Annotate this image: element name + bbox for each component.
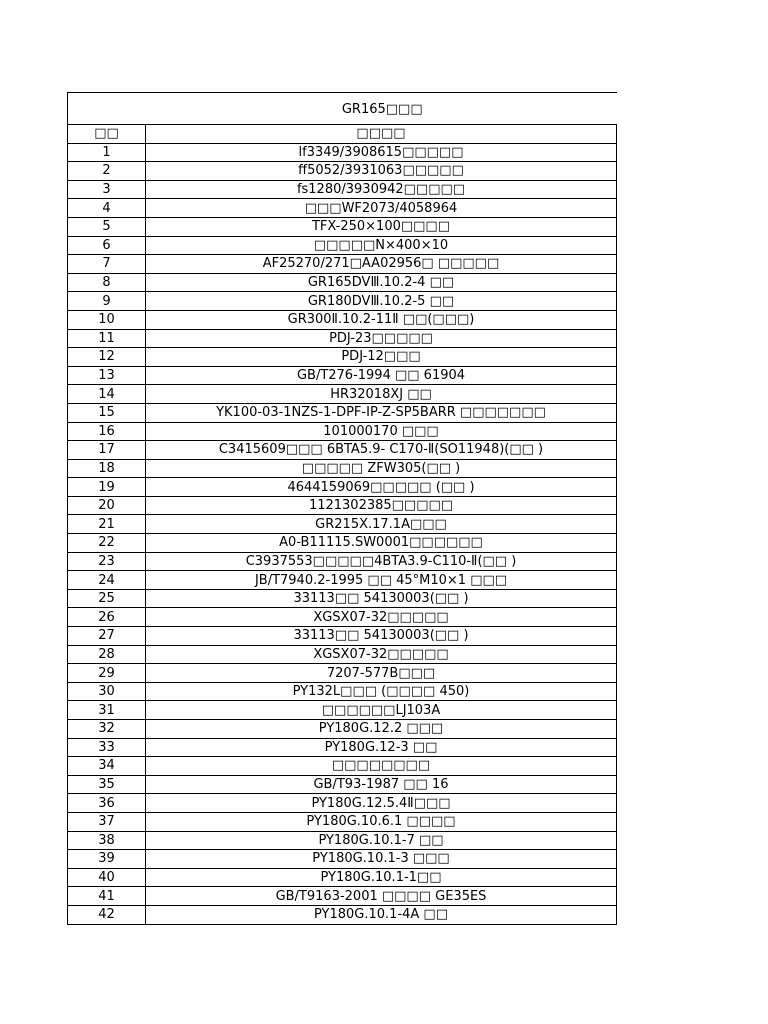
table-row [68,664,617,683]
table-row [68,627,617,646]
row-index-cell[interactable]: 12 [68,348,146,367]
row-name-cell[interactable]: □□□WF2073/4058964 [146,199,617,218]
row-name-cell[interactable]: PY180G.12.5.4Ⅱ□□□ [146,794,617,813]
row-index-cell[interactable]: 13 [68,366,146,385]
spreadsheet [67,92,617,925]
row-name-cell[interactable]: ff5052/3931063□□□□□ [146,162,617,181]
row-index-cell[interactable]: 15 [68,403,146,422]
row-index-cell[interactable]: 7 [68,255,146,274]
row-name-cell[interactable]: □□□□□□LJ103A [146,701,617,720]
row-name-cell[interactable]: JB/T7940.2-1995 □□ 45°M10×1 □□□ [146,571,617,590]
header-cell-name[interactable]: □□□□ [146,125,617,144]
table-row [68,441,617,460]
table-row [68,608,617,627]
table-row [68,162,617,181]
table-row [68,850,617,869]
parts-table [67,92,617,925]
table-row [68,180,617,199]
row-name-cell[interactable]: XGSX07-32□□□□□ [146,608,617,627]
row-name-cell[interactable]: XGSX07-32□□□□□ [146,645,617,664]
sheet-title-cell[interactable] [68,93,617,125]
row-index-cell[interactable]: 26 [68,608,146,627]
row-index-cell[interactable]: 42 [68,905,146,924]
row-name-cell[interactable]: 4644159069□□□□□ (□□ ) [146,478,617,497]
table-row [68,310,617,329]
row-index-cell[interactable]: 38 [68,831,146,850]
row-index-cell[interactable]: 17 [68,441,146,460]
row-index-cell[interactable]: 2 [68,162,146,181]
table-row [68,682,617,701]
row-name-cell[interactable]: 1121302385□□□□□ [146,496,617,515]
row-index-cell[interactable]: 21 [68,515,146,534]
table-row [68,292,617,311]
row-index-cell[interactable]: 14 [68,385,146,404]
row-index-cell[interactable]: 19 [68,478,146,497]
table-row [68,348,617,367]
table-row [68,255,617,274]
title-row [68,93,617,125]
table-row [68,236,617,255]
row-index-cell[interactable]: 10 [68,310,146,329]
row-index-cell[interactable]: 31 [68,701,146,720]
table-row [68,496,617,515]
table-row [68,868,617,887]
row-name-cell[interactable]: PY180G.10.1-7 □□ [146,831,617,850]
row-name-cell[interactable]: C3415609□□□ 6BTA5.9- C170-Ⅱ(SO11948)(□□ ) [146,441,617,460]
table-row [68,329,617,348]
sheet-title: GR165□□□ [341,102,423,117]
row-name-cell[interactable]: GB/T276-1994 □□ 61904 [146,366,617,385]
table-row [68,589,617,608]
table-row [68,459,617,478]
table-row [68,905,617,924]
row-name-cell[interactable]: 101000170 □□□ [146,422,617,441]
table-row [68,812,617,831]
row-index-cell[interactable]: 25 [68,589,146,608]
row-index-cell[interactable]: 20 [68,496,146,515]
row-index-cell[interactable]: 5 [68,217,146,236]
table-row [68,143,617,162]
table-row [68,366,617,385]
table-row [68,515,617,534]
row-index-cell[interactable]: 34 [68,757,146,776]
row-name-cell[interactable]: AF25270/271□AA02956□ □□□□□ [146,255,617,274]
row-index-cell[interactable]: 32 [68,720,146,739]
table-row [68,831,617,850]
table-row [68,645,617,664]
table-row [68,552,617,571]
table-row [68,403,617,422]
row-name-cell[interactable]: PY180G.10.1-1□□ [146,868,617,887]
row-name-cell[interactable]: GB/T9163-2001 □□□□ GE35ES [146,887,617,906]
row-index-cell[interactable]: 35 [68,775,146,794]
table-row [68,534,617,553]
row-index-cell[interactable]: 8 [68,273,146,292]
row-name-cell[interactable]: PY180G.12.2 □□□ [146,720,617,739]
row-index-cell[interactable]: 30 [68,682,146,701]
row-name-cell[interactable]: □□□□□N×400×10 [146,236,617,255]
row-name-cell[interactable]: GR300Ⅱ.10.2-11Ⅱ □□(□□□) [146,310,617,329]
row-index-cell[interactable]: 27 [68,627,146,646]
table-row [68,422,617,441]
header-cell-index[interactable]: □□ [68,125,146,144]
row-name-cell[interactable]: PDJ-12□□□ [146,348,617,367]
row-name-cell[interactable]: lf3349/3908615□□□□□ [146,143,617,162]
table-row [68,273,617,292]
row-name-cell[interactable]: PY180G.10.6.1 □□□□ [146,812,617,831]
row-index-cell[interactable]: 29 [68,664,146,683]
row-index-cell[interactable]: 11 [68,329,146,348]
row-name-cell[interactable]: GR180DVⅢ.10.2-5 □□ [146,292,617,311]
row-name-cell[interactable]: PY180G.10.1-4A □□ [146,905,617,924]
row-index-cell[interactable]: 16 [68,422,146,441]
row-index-cell[interactable]: 18 [68,459,146,478]
row-index-cell[interactable]: 28 [68,645,146,664]
row-index-cell[interactable]: 39 [68,850,146,869]
row-name-cell[interactable]: 7207-577B□□□ [146,664,617,683]
row-index-cell[interactable]: 4 [68,199,146,218]
table-row [68,199,617,218]
row-index-cell[interactable]: 22 [68,534,146,553]
row-index-cell[interactable]: 1 [68,143,146,162]
row-name-cell[interactable]: 33113□□ 54130003(□□ ) [146,589,617,608]
table-row [68,571,617,590]
row-index-cell[interactable]: 6 [68,236,146,255]
table-row [68,217,617,236]
table-row [68,738,617,757]
row-name-cell[interactable]: □□□□□ ZFW305(□□ ) [146,459,617,478]
row-index-cell[interactable]: 23 [68,552,146,571]
table-row [68,887,617,906]
table-row [68,701,617,720]
row-name-cell[interactable]: 33113□□ 54130003(□□ ) [146,627,617,646]
row-name-cell[interactable]: PY180G.10.1-3 □□□ [146,850,617,869]
row-name-cell[interactable]: GB/T93-1987 □□ 16 [146,775,617,794]
row-name-cell[interactable]: PY180G.12-3 □□ [146,738,617,757]
table-row [68,757,617,776]
table-row [68,478,617,497]
row-name-cell[interactable]: TFX-250×100□□□□ [146,217,617,236]
table-row [68,385,617,404]
row-index-cell[interactable]: 41 [68,887,146,906]
header-row [68,125,617,144]
row-name-cell[interactable]: PY132L□□□ (□□□□ 450) [146,682,617,701]
row-name-cell[interactable]: A0-B11115.SW0001□□□□□□ [146,534,617,553]
row-index-cell[interactable]: 36 [68,794,146,813]
row-name-cell[interactable]: GR215X.17.1A□□□ [146,515,617,534]
row-name-cell[interactable]: □□□□□□□□ [146,757,617,776]
row-name-cell[interactable]: fs1280/3930942□□□□□ [146,180,617,199]
row-name-cell[interactable]: HR32018XJ □□ [146,385,617,404]
row-index-cell[interactable]: 9 [68,292,146,311]
row-index-cell[interactable]: 24 [68,571,146,590]
row-index-cell[interactable]: 37 [68,812,146,831]
row-name-cell[interactable]: YK100-03-1NZS-1-DPF-IP-Z-SP5BARR □□□□□□□ [146,403,617,422]
table-row [68,794,617,813]
row-name-cell[interactable]: C3937553□□□□□4BTA3.9-C110-Ⅱ(□□ ) [146,552,617,571]
table-row [68,775,617,794]
row-index-cell[interactable]: 33 [68,738,146,757]
row-name-cell[interactable]: PDJ-23□□□□□ [146,329,617,348]
row-index-cell[interactable]: 3 [68,180,146,199]
table-row [68,720,617,739]
row-index-cell[interactable]: 40 [68,868,146,887]
row-name-cell[interactable]: GR165DVⅢ.10.2-4 □□ [146,273,617,292]
